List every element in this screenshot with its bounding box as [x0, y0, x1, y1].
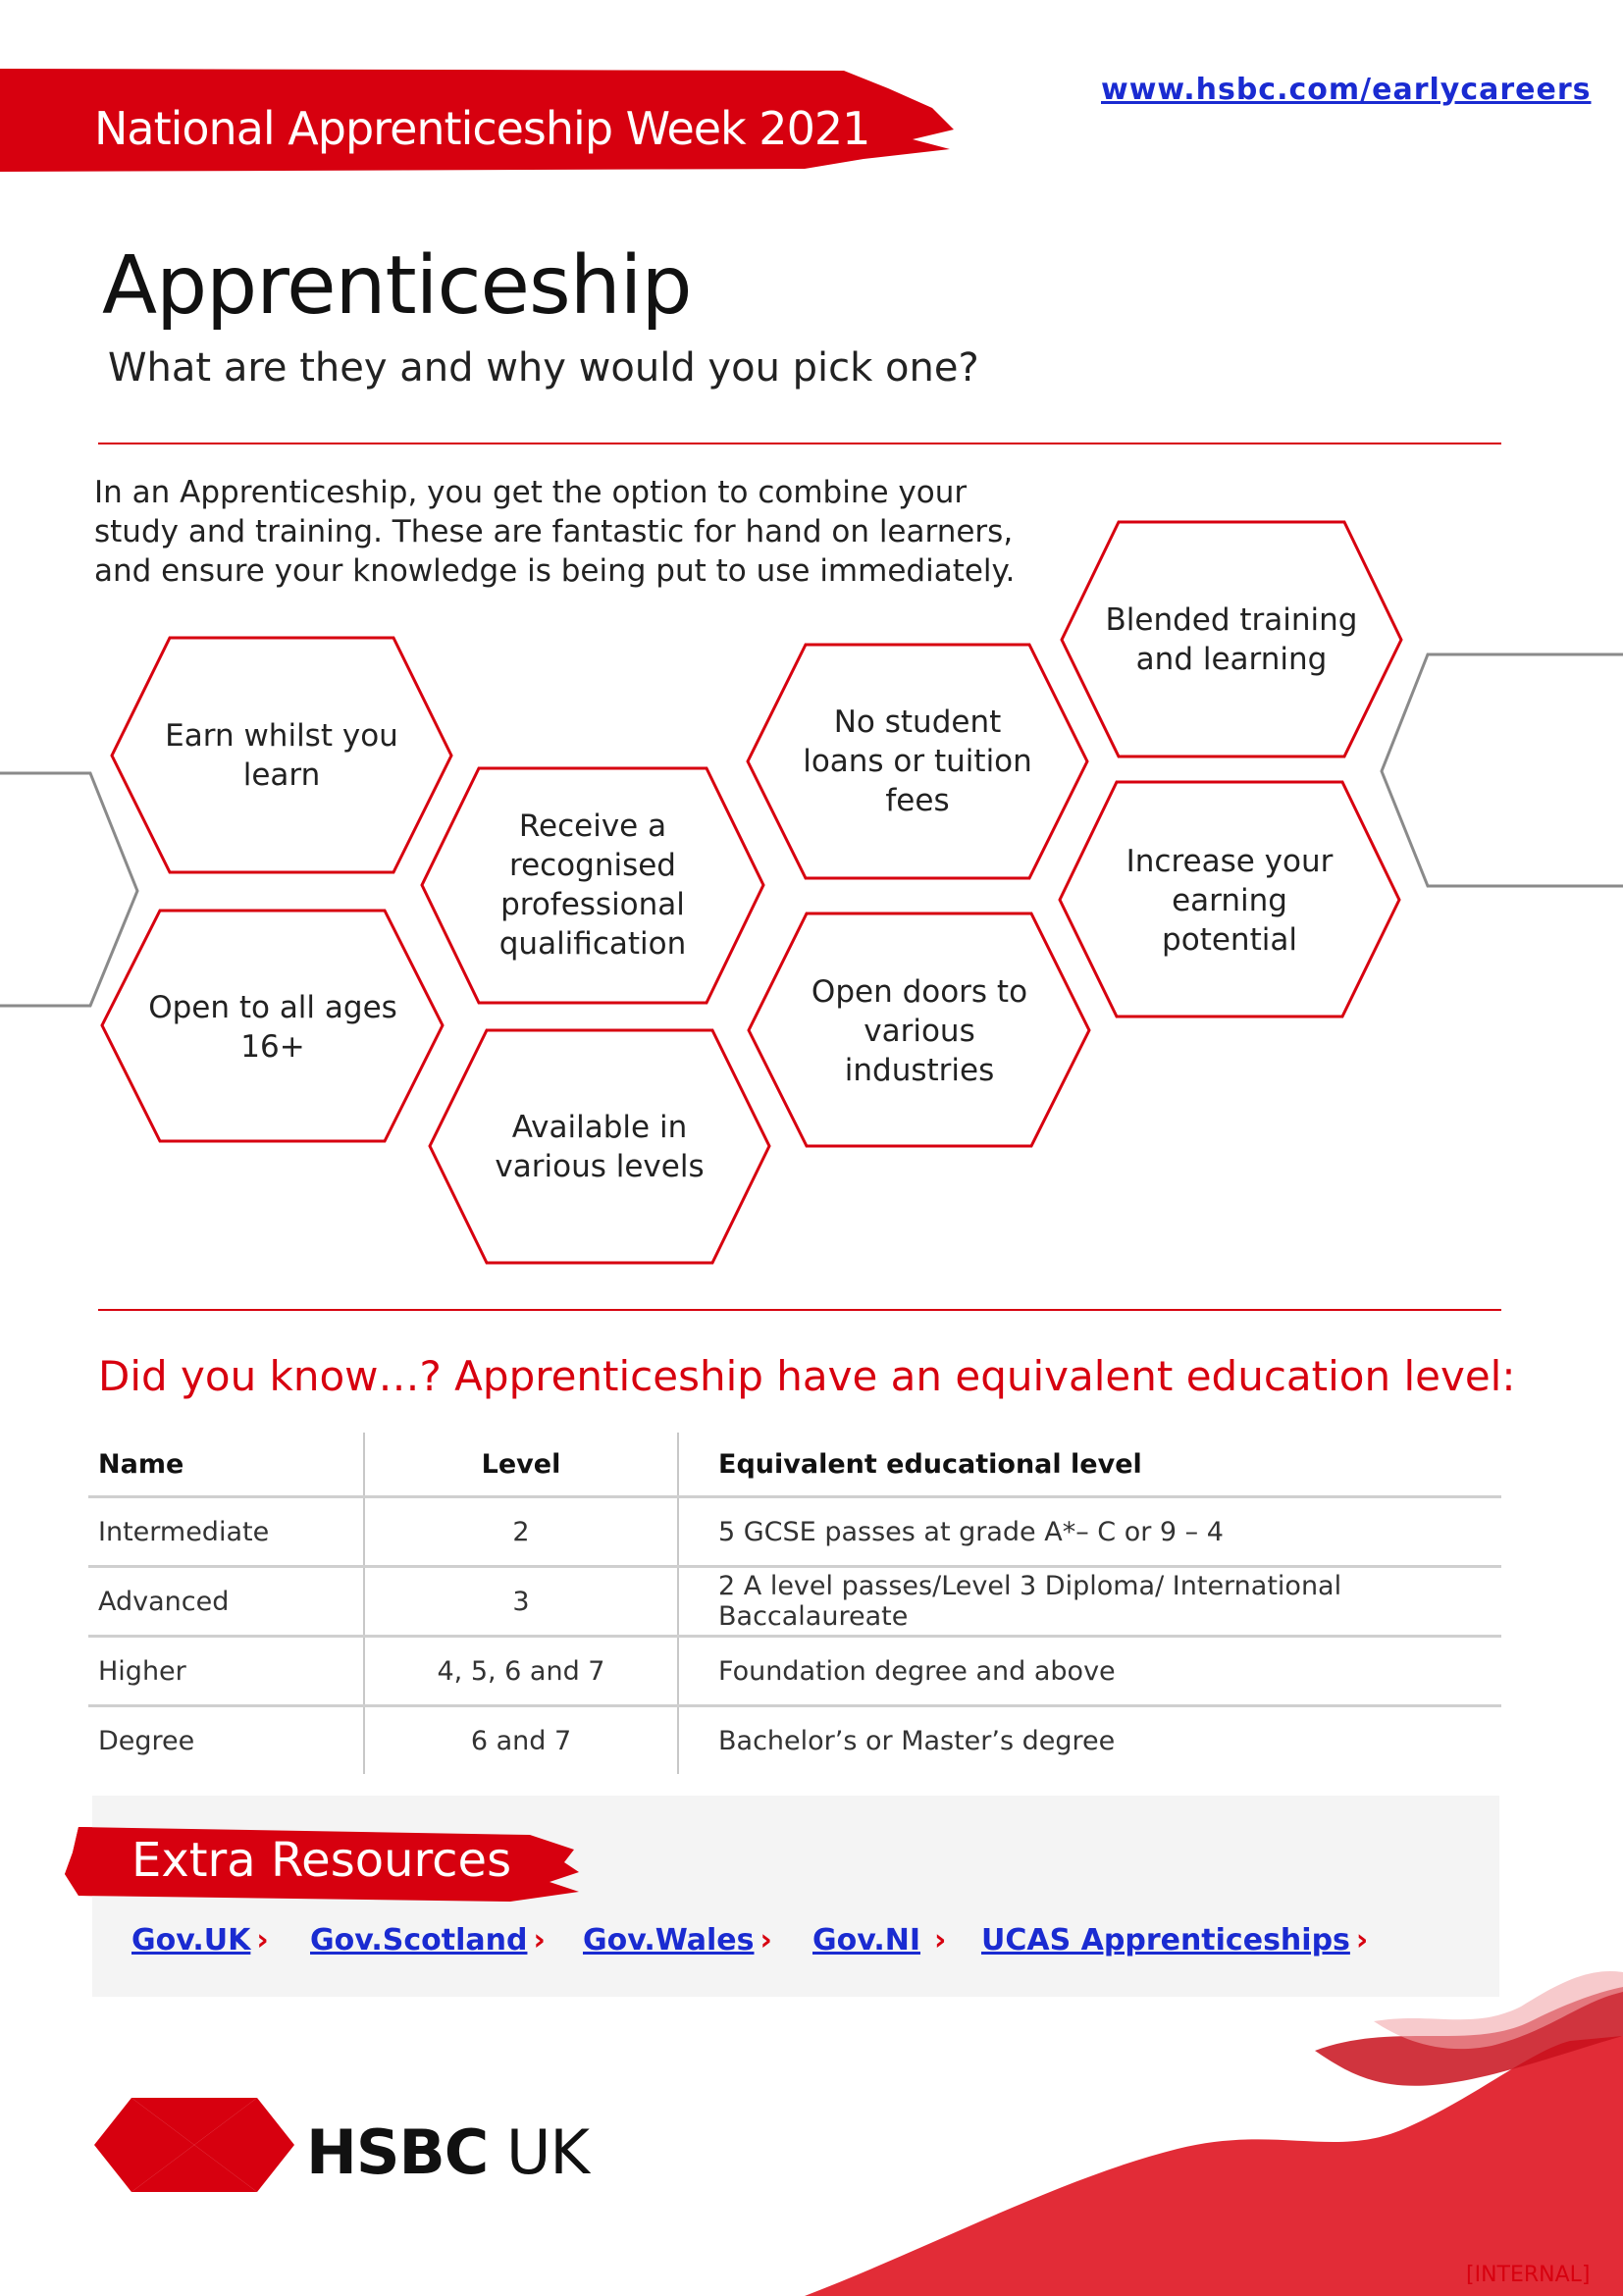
benefit-various-levels: Available in various levels [495, 1110, 705, 1184]
cell-name: Advanced [88, 1567, 364, 1637]
link-gov-wales[interactable] [583, 1923, 772, 1957]
benefit-no-student-loans: No student loans or tuition fees [803, 704, 1032, 818]
page-title: Apprenticeship [102, 239, 692, 333]
link-gov-uk-label: Gov.UK [131, 1923, 251, 1957]
cell-name: Higher [88, 1637, 364, 1706]
benefit-professional-qualification: Receive a recognised professional qualification [498, 809, 687, 962]
cell-level: 3 [364, 1567, 678, 1637]
benefit-earning-potential: Increase your earning potential [1126, 844, 1334, 958]
cell-equivalent: Foundation degree and above [678, 1637, 1501, 1706]
brand-regular: UK [506, 2116, 590, 2188]
chevron-right-icon: › [934, 1923, 947, 1957]
header-equivalent: Equivalent educational level [678, 1433, 1501, 1497]
cell-equivalent: Bachelor’s or Master’s degree [678, 1706, 1501, 1775]
classification-label: [INTERNAL] [1466, 2263, 1591, 2287]
hsbc-uk-wordmark [306, 2116, 589, 2188]
table-row [88, 1637, 1501, 1706]
table-row [88, 1497, 1501, 1567]
hsbc-logo-icon [94, 2098, 294, 2192]
cell-name: Degree [88, 1706, 364, 1775]
cell-name: Intermediate [88, 1497, 364, 1567]
page-subtitle: What are they and why would you pick one? [108, 345, 979, 391]
link-gov-wales-label: Gov.Wales [583, 1923, 755, 1957]
cell-equivalent: 5 GCSE passes at grade A*– C or 9 – 4 [678, 1497, 1501, 1567]
table-row [88, 1567, 1501, 1637]
cell-level: 4, 5, 6 and 7 [364, 1637, 678, 1706]
link-ucas-apprenticeships[interactable] [981, 1923, 1368, 1957]
link-gov-ni-label: Gov.NI [812, 1923, 921, 1957]
table-header-row [88, 1433, 1501, 1497]
link-gov-ni[interactable] [812, 1923, 946, 1957]
benefit-blended-training: Blended training and learning [1105, 602, 1358, 677]
did-you-know-heading: Did you know…? Apprenticeship have an equivalent education level: [98, 1352, 1516, 1400]
benefit-open-to-all-ages: Open to all ages 16+ [148, 990, 397, 1065]
cell-level: 6 and 7 [364, 1706, 678, 1775]
table-row [88, 1706, 1501, 1775]
cell-level: 2 [364, 1497, 678, 1567]
link-gov-scotland-label: Gov.Scotland [310, 1923, 528, 1957]
header-level: Level [364, 1433, 678, 1497]
chevron-right-icon: › [1355, 1923, 1369, 1957]
banner-title: National Apprenticeship Week 2021 [94, 102, 870, 155]
chevron-right-icon: › [759, 1923, 772, 1957]
left-grey-hexagon-edge [0, 773, 137, 1006]
cell-equivalent: 2 A level passes/Level 3 Diploma/ International Baccalaureate [678, 1567, 1501, 1637]
benefit-earn-whilst-you-learn: Earn whilst you learn [165, 718, 398, 793]
paint-swirl [805, 2036, 1623, 2296]
link-ucas-label: UCAS Apprenticeships [981, 1923, 1350, 1957]
chevron-right-icon: › [256, 1923, 269, 1957]
extra-resources-title: Extra Resources [131, 1833, 512, 1888]
intro-paragraph: In an Apprenticeship, you get the option to combine your study and training. These are fantastic for hand on learners, and ensure your knowledge is being put to use immediately. [94, 475, 1016, 589]
right-grey-hexagon-edge [1382, 654, 1623, 886]
benefit-open-doors: Open doors to various industries [811, 974, 1028, 1088]
education-levels-table [88, 1433, 1501, 1774]
link-gov-scotland[interactable] [310, 1923, 546, 1957]
brand-bold: HSBC [306, 2116, 489, 2188]
link-gov-uk[interactable] [131, 1923, 269, 1957]
header-name: Name [98, 1448, 184, 1480]
chevron-right-icon: › [533, 1923, 546, 1957]
early-careers-link[interactable]: www.hsbc.com/earlycareers [1101, 73, 1592, 107]
